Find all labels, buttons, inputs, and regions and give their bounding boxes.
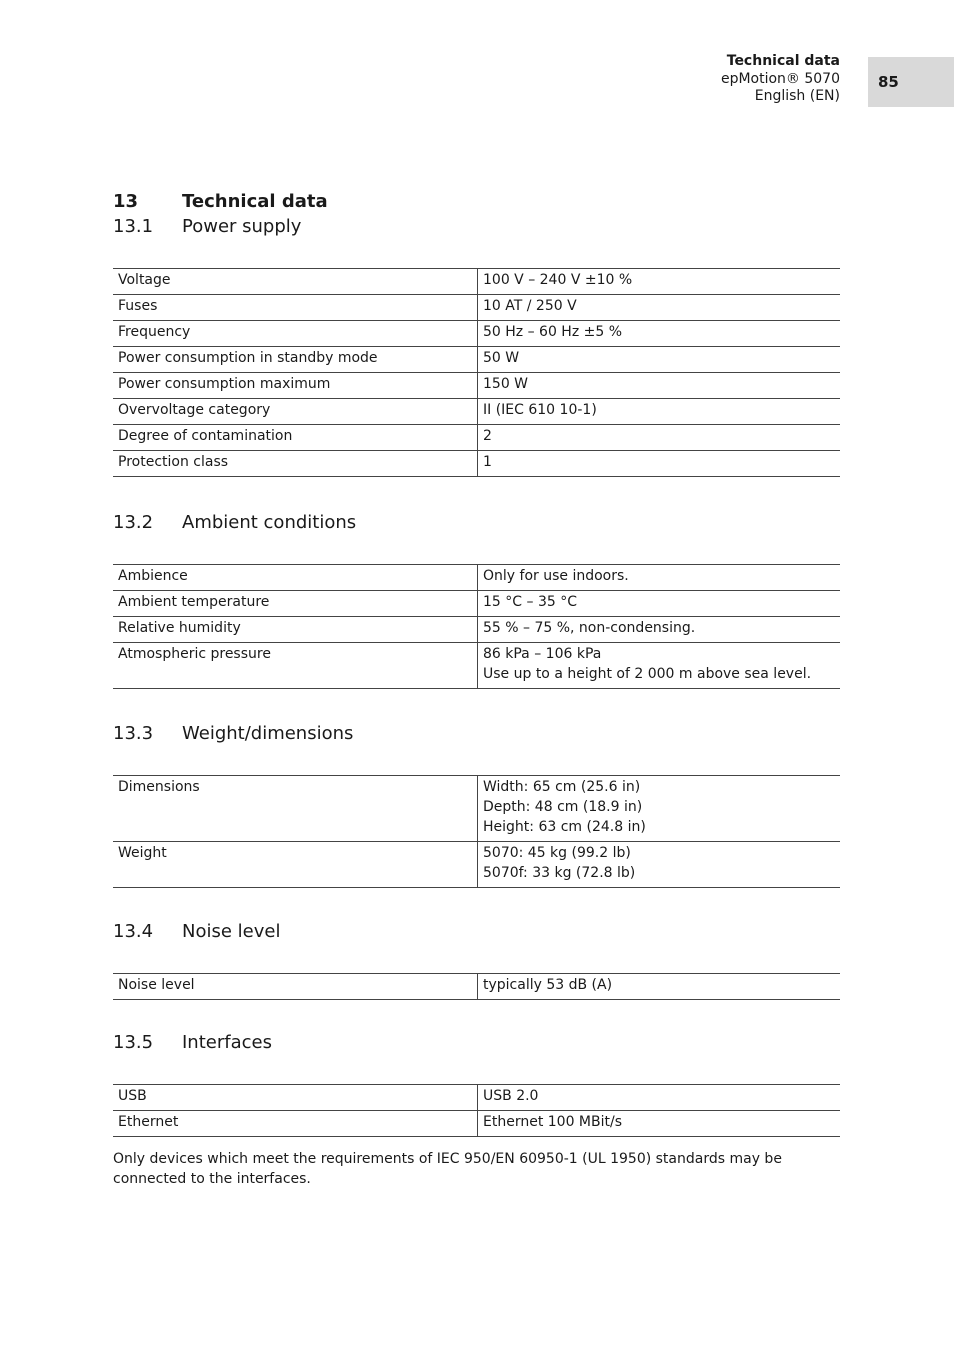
row-value <box>478 842 841 888</box>
row-label: Atmospheric pressure <box>113 643 478 689</box>
row-label: Frequency <box>113 321 478 347</box>
value-line: 5070: 45 kg (99.2 lb) <box>483 845 631 861</box>
row-label: Power consumption maximum <box>113 373 478 399</box>
table-row <box>113 295 840 321</box>
section-number: 13.4 <box>113 920 154 942</box>
section-number: 13.1 <box>113 215 154 237</box>
section-number: 13.2 <box>113 511 154 533</box>
row-value: 15 °C – 35 °C <box>478 591 841 617</box>
row-value: 150 W <box>478 373 841 399</box>
row-value: typically 53 dB (A) <box>478 974 841 1000</box>
chapter-title: Technical data <box>182 190 328 212</box>
row-value: 50 W <box>478 347 841 373</box>
section-noise-level <box>113 919 840 943</box>
table-row <box>113 643 840 689</box>
row-label: Voltage <box>113 269 478 295</box>
row-label: Relative humidity <box>113 617 478 643</box>
table-row <box>113 373 840 399</box>
row-value: 2 <box>478 425 841 451</box>
table-row <box>113 842 840 888</box>
table-row <box>113 974 840 1000</box>
section-title: Ambient conditions <box>182 511 357 533</box>
ambient-conditions-table <box>113 564 840 689</box>
section-ambient-conditions <box>113 510 840 534</box>
table-row <box>113 776 840 842</box>
row-label: Overvoltage category <box>113 399 478 425</box>
interfaces-table <box>113 1084 840 1137</box>
row-value: 55 % – 75 %, non-condensing. <box>478 617 841 643</box>
value-line: Width: 65 cm (25.6 in) <box>483 779 641 795</box>
row-label: USB <box>113 1085 478 1111</box>
section-title: Power supply <box>182 215 302 237</box>
table-row <box>113 1085 840 1111</box>
table-row <box>113 565 840 591</box>
table-row <box>113 321 840 347</box>
section-title: Noise level <box>182 920 281 942</box>
value-line: Depth: 48 cm (18.9 in) <box>483 799 643 815</box>
chapter-number: 13 <box>113 190 139 212</box>
table-row <box>113 591 840 617</box>
page-number: 85 <box>868 57 954 107</box>
value-line: 86 kPa – 106 kPa <box>483 646 602 662</box>
table-row <box>113 1111 840 1137</box>
value-line: Height: 63 cm (24.8 in) <box>483 819 646 835</box>
row-label: Ambient temperature <box>113 591 478 617</box>
power-supply-table <box>113 268 840 477</box>
row-value: USB 2.0 <box>478 1085 841 1111</box>
table-row <box>113 399 840 425</box>
table-row <box>113 269 840 295</box>
row-value: II (IEC 610 10-1) <box>478 399 841 425</box>
section-power-supply <box>113 214 840 238</box>
row-label: Power consumption in standby mode <box>113 347 478 373</box>
row-label: Protection class <box>113 451 478 477</box>
row-label: Ambience <box>113 565 478 591</box>
row-value: 10 AT / 250 V <box>478 295 841 321</box>
row-value: 1 <box>478 451 841 477</box>
table-row <box>113 617 840 643</box>
header-section-title: Technical data <box>726 53 840 69</box>
row-value: 50 Hz – 60 Hz ±5 % <box>478 321 841 347</box>
row-label: Ethernet <box>113 1111 478 1137</box>
row-value: 100 V – 240 V ±10 % <box>478 269 841 295</box>
table-row <box>113 451 840 477</box>
weight-dimensions-table <box>113 775 840 888</box>
table-row <box>113 347 840 373</box>
row-value <box>478 643 841 689</box>
row-value <box>478 776 841 842</box>
interfaces-note: Only devices which meet the requirements of IEC 950/EN 60950-1 (UL 1950) standards may be connected to the interfaces. <box>113 1151 782 1187</box>
row-value: Only for use indoors. <box>478 565 841 591</box>
noise-level-table <box>113 973 840 1000</box>
row-label: Degree of contamination <box>113 425 478 451</box>
row-label: Fuses <box>113 295 478 321</box>
section-number: 13.3 <box>113 722 154 744</box>
section-number: 13.5 <box>113 1031 154 1053</box>
value-line: Use up to a height of 2 000 m above sea level. <box>483 666 812 682</box>
table-row <box>113 425 840 451</box>
value-line: 5070f: 33 kg (72.8 lb) <box>483 865 636 881</box>
header-language: English (EN) <box>754 88 840 104</box>
section-interfaces <box>113 1030 840 1054</box>
header-product: epMotion® 5070 <box>720 70 840 87</box>
chapter-heading <box>113 189 840 213</box>
section-title: Weight/dimensions <box>182 722 354 744</box>
running-header <box>721 53 840 106</box>
row-value: Ethernet 100 MBit/s <box>478 1111 841 1137</box>
row-label: Noise level <box>113 974 478 1000</box>
row-label: Weight <box>113 842 478 888</box>
section-title: Interfaces <box>182 1031 272 1053</box>
row-label: Dimensions <box>113 776 478 842</box>
section-weight-dimensions <box>113 721 840 745</box>
